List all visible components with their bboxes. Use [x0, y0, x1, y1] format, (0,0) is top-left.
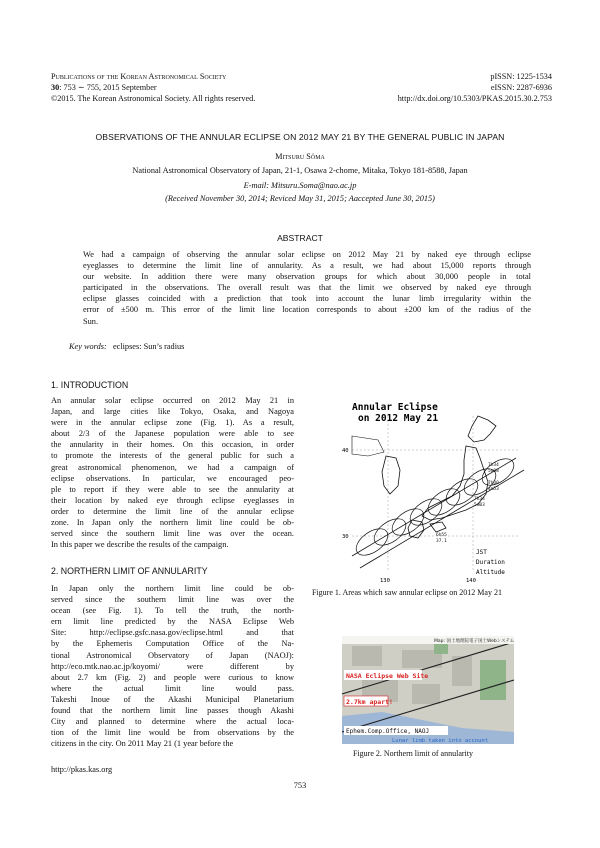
- intro-line: served since the southern limit line was over the ocean.: [51, 529, 294, 539]
- pissn: pISSN: 1225-1534: [490, 72, 552, 81]
- limit-line: where the actual limit line would pass.: [51, 683, 294, 693]
- limit-text: [51, 583, 294, 749]
- fig2-caption-label: Figure 2.: [353, 749, 382, 758]
- figure-1-caption: [312, 588, 502, 597]
- figure-2-map: [342, 636, 514, 744]
- limit-lines: [51, 583, 294, 749]
- svg-text:5m03: 5m03: [474, 503, 485, 508]
- doi-link[interactable]: http://dx.doi.org/10.5303/PKAS.2015.30.2.753: [397, 94, 552, 103]
- abstract-line: We had a campaign of observing the annular solar eclipse on 2012 May 21 by naked eye through eclipse: [83, 250, 531, 259]
- intro-line: In this paper we describe the results of the campaign.: [51, 540, 229, 550]
- intro-line: eclipse observations. In particular, we encouraged peo-: [51, 473, 294, 483]
- paper-title: OBSERVATIONS OF THE ANNULAR ECLIPSE ON 2012 MAY 21 BY THE GENERAL PUBLIC IN JAPAN: [95, 132, 505, 142]
- limit-line: In Japan only the northern limit line could be ob-: [51, 584, 294, 593]
- section-introduction-heading: 1. INTRODUCTION: [51, 380, 129, 390]
- legend-jst: JST: [476, 549, 487, 556]
- limit-line: tion of the limit line would be from observations by the: [51, 728, 294, 738]
- abstract-heading: ABSTRACT: [277, 233, 323, 243]
- fig2-ephem-label: Ephem.Comp.Office, NAOJ: [346, 728, 430, 735]
- abstract-body: [69, 249, 531, 327]
- email: E-mail: Mitsuru.Soma@nao.ac.jp: [243, 181, 357, 190]
- abstract-line: our website. In addition there were many observation groups for which about 30,000 people in total: [83, 272, 531, 282]
- limit-line: citizens in the city. On 2011 May 21 (1 year before the: [51, 739, 234, 749]
- svg-text:7h34: 7h34: [488, 463, 499, 468]
- figure-1-map: [338, 396, 532, 584]
- intro-line: An annular solar eclipse occurred on 2012 May 21 in: [51, 396, 294, 405]
- fig2-lunar-label: Lunar limb taken into account: [392, 738, 489, 744]
- intro-line: great astronomical phenomenon, we had a campaign of: [51, 462, 294, 472]
- svg-text:6h55: 6h55: [436, 533, 447, 538]
- svg-text:7h34: 7h34: [474, 497, 485, 502]
- legend-duration: Duration: [476, 559, 505, 566]
- fig1-title-line1: Annular Eclipse: [352, 402, 438, 413]
- limit-line: City and planned to determine where the actual loca-: [51, 717, 294, 727]
- journal-name: Publications of the Korean Astronomical Society: [51, 72, 227, 81]
- abstract-line: eclipse glasses coincided with a prediction that took into account the lunar limb irregularity within the: [83, 294, 531, 304]
- pages-date: : 753 ∼ 755, 2015 September: [59, 83, 157, 92]
- legend-altitude: Altitude: [476, 569, 505, 576]
- figure-2-caption: [353, 749, 473, 758]
- limit-line: ocean (see Fig. 1). To tell the truth, the north-: [51, 606, 294, 616]
- limit-line: found that the northern limit line passes though Akashi: [51, 706, 294, 716]
- fig2-nasa-label: NASA Eclipse Web Site: [346, 672, 429, 680]
- volume-number: 30: [51, 83, 60, 92]
- keywords-label: Key words:: [69, 342, 107, 351]
- intro-line: the annularity in their homes. On this occasion, in order: [51, 440, 294, 450]
- abstract-line: eyeglasses to determine the limit line of annularity. As a result, we had about 15,000 reports through: [83, 261, 531, 271]
- limit-line: Site: http://eclipse.gsfc.nasa.gov/eclipse.html and that: [51, 628, 294, 638]
- fig2-map-source: Map: 国土地理院電子国土Webシステム: [434, 639, 514, 644]
- lat-label-30: 30: [342, 534, 349, 540]
- intro-line: were in the annular eclipse zone (Fig. 1). As a result,: [51, 418, 294, 428]
- lon-label-130: 130: [380, 578, 390, 584]
- introduction-text: [51, 395, 294, 550]
- fig1-caption-label: Figure 1.: [312, 588, 341, 597]
- northern-limit-map-svg: [342, 636, 514, 744]
- journal-header: [51, 71, 255, 104]
- limit-line: tional Astronomical Observatory of Japan (NAOJ):: [51, 650, 294, 660]
- intro-line: order to determine the limit line of the annular eclipse: [51, 506, 294, 516]
- footer-url[interactable]: http://pkas.kas.org: [51, 765, 113, 774]
- abstract-line: participated in the observations. The overall result was that the limit we observed by naked eye through: [83, 283, 531, 293]
- lon-label-140: 140: [466, 578, 476, 584]
- svg-text:7h30: 7h30: [488, 481, 499, 486]
- intro-line: about 2/3 of the Japanese population were able to see: [51, 429, 294, 439]
- limit-line: http://eco.mtk.nao.ac.jp/koyomi/ were different by: [51, 661, 294, 671]
- limit-line: served since the southern limit line was over the: [51, 595, 294, 605]
- limit-line: Takeshi Inoue of the Akashi Municipal Planetarium: [51, 694, 294, 704]
- lat-label-40: 40: [342, 448, 349, 454]
- fig2-caption-text: Northern limit of annularity: [381, 749, 473, 758]
- limit-line: ern limit line predicted by the NASA Eclipse Web: [51, 617, 294, 627]
- intro-line: their location by naked eye through eclipse eyeglasses in: [51, 495, 294, 505]
- fig1-title-line2: on 2012 May 21: [358, 413, 439, 424]
- svg-text:5m08: 5m08: [488, 469, 499, 474]
- intro-line: zone. In Japan only the northern limit line could be ob-: [51, 518, 294, 528]
- fig1-caption-text: Areas which saw annular eclipse on 2012 May 21: [340, 588, 502, 597]
- affiliation: National Astronomical Observatory of Japan, 21-1, Osawa 2-chome, Mitaka, Tokyo 181-8588, Japan: [132, 166, 468, 175]
- svg-text:37.1: 37.1: [436, 539, 447, 544]
- eclipse-map-svg: [338, 396, 532, 584]
- eissn: eISSN: 2287-6936: [490, 83, 552, 92]
- intro-line: ple to report if they were able to see the annularity at: [51, 484, 294, 494]
- abstract-text: [69, 249, 531, 327]
- svg-text:4m53: 4m53: [488, 487, 499, 492]
- limit-line: by the Ephemeris Computation Office of the Na-: [51, 639, 294, 649]
- keywords-value: eclipses: Sun’s radius: [112, 342, 185, 351]
- fig2-apart-label: 2.7km apart!: [346, 698, 393, 706]
- section-limit-heading: 2. NORTHERN LIMIT OF ANNULARITY: [51, 566, 208, 576]
- received-dates: (Received November 30, 2014; Reviced May 31, 2015; Aaccepted June 30, 2015): [165, 194, 435, 203]
- intro-line: Japan, and large cities like Tokyo, Osaka, and Nagoya: [51, 407, 294, 417]
- intro-lines: [51, 395, 294, 550]
- author: Mitsuru Sôma: [275, 152, 325, 161]
- page-number: 753: [293, 781, 307, 790]
- issn-header: [398, 71, 552, 104]
- abstract-line: Sun.: [83, 316, 99, 326]
- keywords: [69, 342, 184, 351]
- limit-line: about 2.7 km (Fig. 2) and people were curious to know: [51, 672, 294, 682]
- volume-info: [51, 82, 255, 93]
- abstract-line: error of ±500 m. This error of the limit line location corresponds to about ±200 km of the radius of the: [83, 305, 531, 315]
- copyright: ©2015. The Korean Astronomical Society. All rights reserved.: [51, 94, 256, 103]
- intro-line: to promote the interests of the general public for such a: [51, 451, 294, 461]
